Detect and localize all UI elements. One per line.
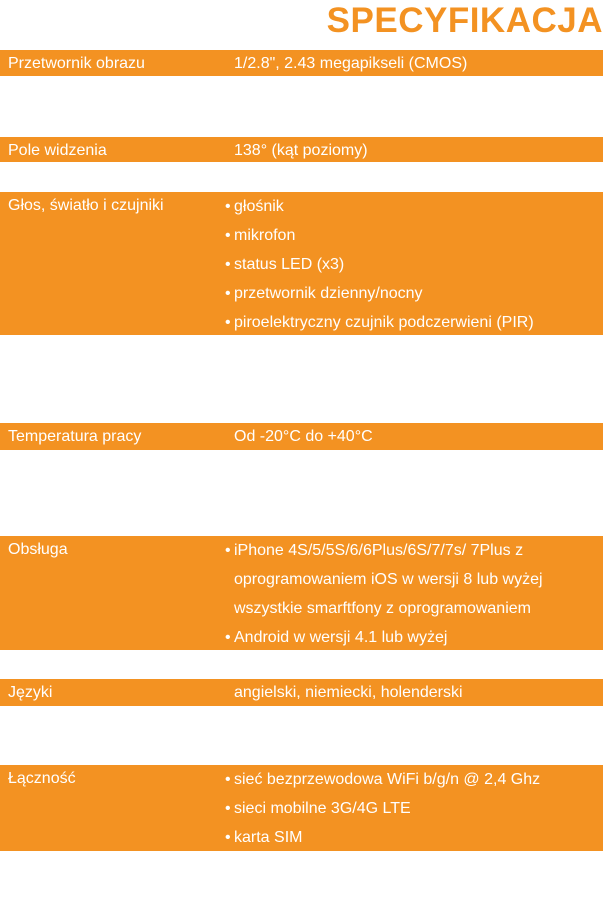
list-item: • sieci mobilne 3G/4G LTE	[225, 794, 540, 823]
spec-label: Łączność	[8, 770, 76, 787]
list-item: • Android w wersji 4.1 lub wyżej	[225, 623, 543, 652]
page-title: SPECYFIKACJA	[326, 1, 603, 40]
spec-row-sensors	[0, 192, 603, 335]
list-item: oprogramowaniem iOS w wersji 8 lub wyżej	[234, 571, 543, 588]
spec-label: Języki	[8, 684, 53, 701]
bullet-icon: •	[225, 771, 231, 788]
list-item: • głośnik	[225, 192, 534, 221]
spec-row-image-sensor	[0, 50, 603, 76]
bullet-icon: •	[225, 800, 231, 817]
bullet-icon: •	[225, 198, 231, 215]
list-item: • piroelektryczny czujnik podczerwieni (PIR)	[225, 308, 534, 337]
spec-list	[225, 765, 540, 852]
list-item: • status LED (x3)	[225, 250, 534, 279]
spec-label: Pole widzenia	[8, 142, 107, 159]
spec-row-connectivity	[0, 765, 603, 851]
spec-label: Obsługa	[8, 541, 68, 558]
spec-value: Od -20°C do +40°C	[234, 428, 373, 445]
spec-row-languages	[0, 679, 603, 706]
spec-row-compatibility	[0, 536, 603, 650]
spec-value: angielski, niemiecki, holenderski	[234, 684, 463, 701]
list-item: • przetwornik dzienny/nocny	[225, 279, 534, 308]
spec-row-operating-temperature	[0, 423, 603, 450]
list-item: • mikrofon	[225, 221, 534, 250]
bullet-icon: •	[225, 314, 231, 331]
bullet-icon: •	[225, 629, 231, 646]
bullet-icon: •	[225, 829, 231, 846]
spec-list	[225, 536, 543, 652]
list-item: • sieć bezprzewodowa WiFi b/g/n @ 2,4 Ghz	[225, 765, 540, 794]
bullet-icon: •	[225, 285, 231, 302]
spec-list	[225, 192, 534, 337]
list-item: • iPhone 4S/5/5S/6/6Plus/6S/7/7s/ 7Plus z	[225, 536, 543, 565]
bullet-icon: •	[225, 256, 231, 273]
list-item: • karta SIM	[225, 823, 540, 852]
spec-label: Temperatura pracy	[8, 428, 142, 445]
spec-value: 138° (kąt poziomy)	[234, 142, 368, 159]
spec-label: Przetwornik obrazu	[8, 55, 145, 72]
spec-label: Głos, światło i czujniki	[8, 197, 164, 214]
spec-row-field-of-view	[0, 137, 603, 162]
bullet-icon: •	[225, 227, 231, 244]
list-item: wszystkie smarftfony z oprogramowaniem	[234, 600, 531, 617]
spec-value: 1/2.8", 2.43 megapikseli (CMOS)	[234, 55, 468, 72]
bullet-icon: •	[225, 542, 231, 559]
